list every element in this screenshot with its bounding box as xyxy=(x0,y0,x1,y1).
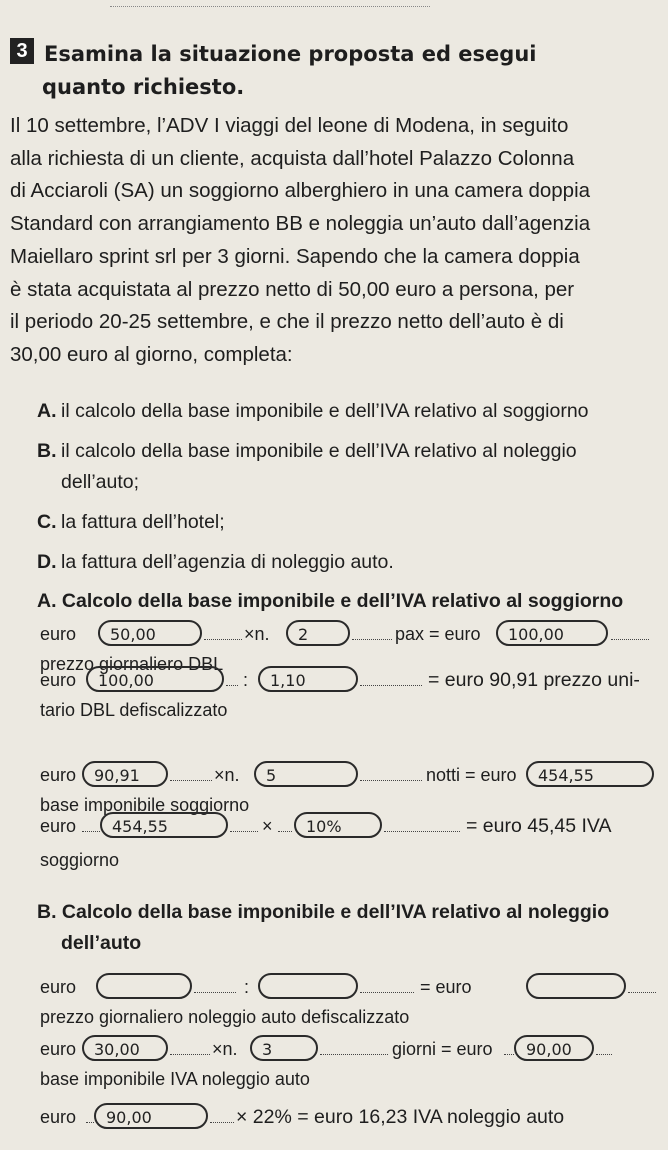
row-middle-text: notti = euro xyxy=(426,765,517,785)
answer-field-a2-divisor[interactable]: 1,10 xyxy=(258,666,358,692)
answer-field-a1-pax[interactable]: 2 xyxy=(286,620,350,646)
task-letter: D. xyxy=(37,551,57,573)
answer-field-a3-nights[interactable]: 5 xyxy=(254,761,358,787)
answer-field-a3-taxable-base[interactable]: 454,55 xyxy=(526,761,654,787)
answer-field-b2-taxable-base[interactable]: 90,00 xyxy=(514,1035,594,1061)
answer-field-b1-result[interactable] xyxy=(526,973,626,999)
row-prefix: euro xyxy=(40,624,77,644)
row-prefix: euro xyxy=(40,1107,77,1127)
answer-field-a1-unit-price[interactable]: 50,00 xyxy=(98,620,202,646)
dotted-leader xyxy=(170,1035,210,1055)
row-prefix: euro xyxy=(40,816,77,836)
row-caption: tario DBL defiscalizzato xyxy=(40,700,228,720)
row-operator: ×n. xyxy=(212,1039,238,1059)
row-caption: base imponibile IVA noleggio auto xyxy=(40,1069,310,1089)
statement-line: alla richiesta di un cliente, acquista dall’hotel Palazzo Colonna xyxy=(10,146,575,170)
top-dotted-line xyxy=(110,2,430,7)
calc-row-b2 xyxy=(40,1034,660,1064)
dotted-leader xyxy=(504,1035,514,1055)
row-operator: : xyxy=(244,977,250,997)
dotted-leader xyxy=(170,761,212,781)
dotted-leader xyxy=(278,812,292,832)
row-caption: base imponibile soggiorno xyxy=(40,795,250,815)
task-text: il calcolo della base imponibile e dell’IVA relativo al soggiorno xyxy=(61,400,589,422)
row-middle-text: pax = euro xyxy=(395,624,481,644)
dotted-leader xyxy=(194,973,236,993)
dotted-leader xyxy=(360,666,422,686)
row-prefix: euro xyxy=(40,1039,77,1059)
task-text: la fattura dell’agenzia di noleggio auto. xyxy=(61,551,394,573)
row-operator: ×n. xyxy=(244,624,270,644)
answer-field-b3-taxable-base[interactable]: 90,00 xyxy=(94,1103,208,1129)
dotted-leader xyxy=(226,666,238,686)
row-prefix: euro xyxy=(40,765,77,785)
answer-field-b2-daily-price[interactable]: 30,00 xyxy=(82,1035,168,1061)
dotted-leader xyxy=(352,620,392,640)
dotted-leader xyxy=(360,973,414,993)
calc-row-a4 xyxy=(40,811,660,841)
answer-field-b2-days[interactable]: 3 xyxy=(250,1035,318,1061)
task-text: la fattura dell’hotel; xyxy=(61,511,225,533)
task-letter: C. xyxy=(37,511,57,533)
answer-field-a1-total[interactable]: 100,00 xyxy=(496,620,608,646)
dotted-leader xyxy=(86,1103,94,1123)
section-a-heading: A. Calcolo della base imponibile e dell’IVA relativo al soggiorno xyxy=(37,590,624,612)
dotted-leader xyxy=(628,973,656,993)
problem-statement xyxy=(10,110,662,372)
statement-line: 30,00 euro al giorno, completa: xyxy=(10,342,293,366)
row-operator: ×n. xyxy=(214,765,240,785)
section-b-heading-line1: B. Calcolo della base imponibile e dell’IVA relativo al noleggio xyxy=(37,901,610,923)
statement-line: è stata acquistata al prezzo netto di 50,00 euro a persona, per xyxy=(10,277,575,301)
statement-line: di Acciaroli (SA) un soggiorno alberghiero in una camera doppia xyxy=(10,179,591,203)
section-b-heading xyxy=(37,897,657,959)
task-item-a xyxy=(37,396,657,427)
exercise-title-line2: quanto richiesto. xyxy=(42,75,245,99)
section-b-heading-line2: dell’auto xyxy=(61,932,142,954)
exercise-header xyxy=(10,38,660,104)
row-middle-text: giorni = euro xyxy=(392,1039,493,1059)
exercise-title-line1: Esamina la situazione proposta ed esegui xyxy=(44,42,537,66)
calc-row-a3 xyxy=(40,760,660,790)
dotted-leader xyxy=(384,812,460,832)
task-item-d xyxy=(37,547,657,578)
statement-line: Maiellaro sprint srl per 3 giorni. Sapendo che la camera doppia xyxy=(10,244,580,268)
statement-line: Il 10 settembre, l’ADV I viaggi del leone di Modena, in seguito xyxy=(10,114,569,137)
row-operator: : xyxy=(243,670,249,690)
row-result: × 22% = euro 16,23 IVA noleggio auto xyxy=(236,1106,565,1128)
row-caption: prezzo giornaliero noleggio auto defiscalizzato xyxy=(40,1007,410,1027)
answer-field-a3-unit-price[interactable]: 90,91 xyxy=(82,761,168,787)
calc-row-b3 xyxy=(40,1102,660,1132)
row-caption: soggiorno xyxy=(40,850,120,870)
task-letter: A. xyxy=(37,400,57,422)
dotted-leader xyxy=(210,1103,234,1123)
calc-row-a2 xyxy=(40,665,660,695)
dotted-leader xyxy=(611,620,649,640)
dotted-leader xyxy=(360,761,422,781)
dotted-leader xyxy=(204,620,242,640)
answer-field-a4-taxable-base[interactable]: 454,55 xyxy=(100,812,228,838)
statement-line: Standard con arrangiamento BB e noleggia un’auto dall’agenzia xyxy=(10,212,591,236)
task-letter: B. xyxy=(37,440,57,462)
answer-field-b1-daily-price[interactable] xyxy=(96,973,192,999)
row-result: = euro 45,45 IVA xyxy=(466,815,612,837)
answer-field-a4-vat-rate[interactable]: 10% xyxy=(294,812,382,838)
row-operator: × xyxy=(262,816,273,836)
answer-field-b1-divisor[interactable] xyxy=(258,973,358,999)
dotted-leader xyxy=(82,812,100,832)
dotted-leader xyxy=(596,1035,612,1055)
calc-row-a1 xyxy=(40,619,660,649)
answer-field-a2-daily-price[interactable]: 100,00 xyxy=(86,666,224,692)
dotted-leader xyxy=(230,812,258,832)
task-list xyxy=(37,396,657,587)
dotted-leader xyxy=(320,1035,388,1055)
calc-row-b1 xyxy=(40,972,660,1002)
task-item-b xyxy=(37,436,657,498)
row-prefix: euro xyxy=(40,977,77,997)
row-middle-text: = euro xyxy=(420,977,472,997)
exercise-number-badge: 3 xyxy=(10,38,34,64)
row-prefix: euro xyxy=(40,670,77,690)
task-item-c xyxy=(37,507,657,538)
row-result: = euro 90,91 prezzo uni- xyxy=(428,669,640,691)
statement-line: il periodo 20-25 settembre, e che il prezzo netto dell’auto è di xyxy=(10,310,564,334)
row-caption: prezzo giornaliero DBL xyxy=(40,654,224,674)
task-text: il calcolo della base imponibile e dell’IVA relativo al noleggio dell’auto; xyxy=(61,440,577,493)
exercise-title xyxy=(10,42,660,104)
